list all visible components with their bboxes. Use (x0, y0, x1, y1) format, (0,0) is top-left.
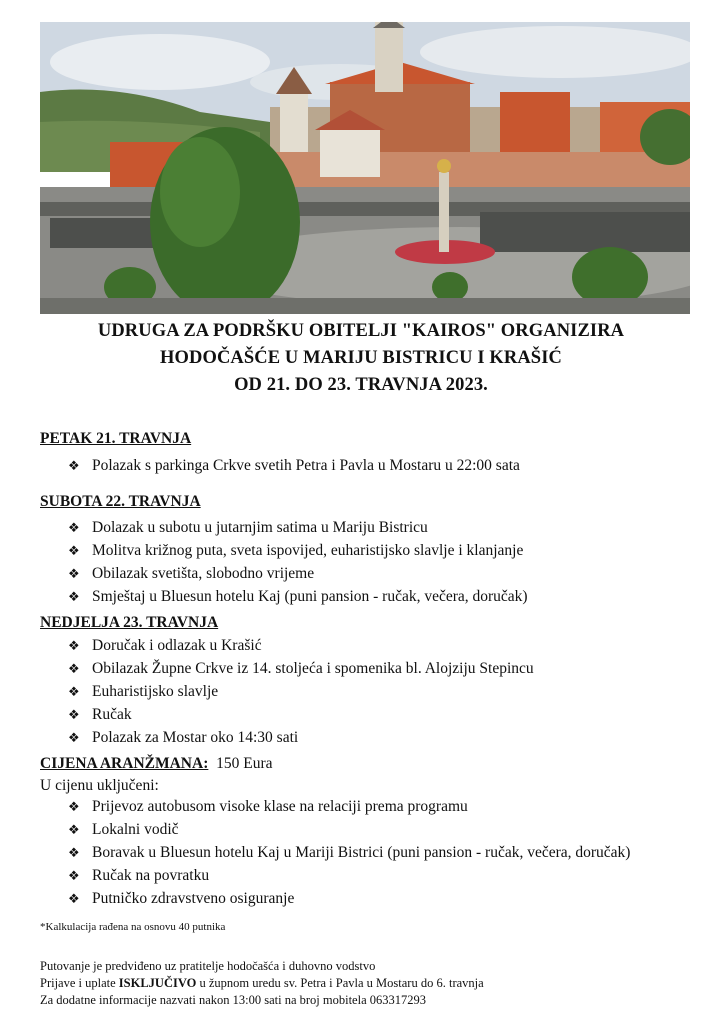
sanctuary-photo-illustration (40, 22, 690, 314)
diamond-bullet-icon: ❖ (68, 638, 80, 653)
diamond-bullet-icon: ❖ (68, 520, 80, 535)
list-item (68, 539, 528, 562)
price-label: CIJENA ARANŽMANA: (40, 755, 209, 772)
list-item (68, 562, 528, 585)
list-item-text: Doručak i odlazak u Krašić (92, 637, 262, 654)
list-item (68, 818, 630, 841)
list-item-text: Boravak u Bluesun hotelu Kaj u Mariji Bistrici (puni pansion - ručak, večera, doručak) (92, 844, 631, 861)
diamond-bullet-icon: ❖ (68, 566, 80, 581)
diamond-bullet-icon: ❖ (68, 891, 80, 906)
footer-line-2 (40, 975, 484, 992)
day-heading-nedjelja: NEDJELJA 23. TRAVNJA (40, 614, 219, 631)
list-item (68, 795, 630, 818)
list-item-text: Molitva križnog puta, sveta ispovijed, euharistijsko slavlje i klanjanje (92, 542, 524, 559)
list-item (68, 585, 528, 608)
day-heading-petak: PETAK 21. TRAVNJA (40, 430, 192, 447)
title-line-3: OD 21. DO 23. TRAVNJA 2023. (234, 375, 488, 395)
day-list-nedjelja (68, 634, 534, 749)
list-item (68, 726, 534, 749)
price-value: 150 Eura (216, 755, 273, 772)
day-list-petak (68, 454, 520, 477)
footer-line-2-bold: ISKLJUČIVO (118, 976, 197, 990)
footnote: *Kalkulacija rađena na osnovu 40 putnika (40, 921, 226, 933)
diamond-bullet-icon: ❖ (68, 799, 80, 814)
day-heading-subota: SUBOTA 22. TRAVNJA (40, 493, 201, 510)
included-list (68, 795, 630, 910)
diamond-bullet-icon: ❖ (68, 543, 80, 558)
title-line-1: UDRUGA ZA PODRŠKU OBITELJI "KAIROS" ORGANIZIRA (97, 321, 625, 341)
list-item-text: Lokalni vodič (92, 821, 179, 838)
page-title (0, 318, 722, 399)
diamond-bullet-icon: ❖ (68, 730, 80, 745)
list-item-text: Polazak s parkinga Crkve svetih Petra i Pavla u Mostaru u 22:00 sata (92, 457, 520, 474)
list-item (68, 634, 534, 657)
list-item (68, 703, 534, 726)
footer-line-1: Putovanje je predviđeno uz pratitelje hodočašća i duhovno vodstvo (40, 959, 376, 973)
footer-line-2-pre: Prijave i uplate (40, 976, 119, 990)
list-item-text: Ručak (92, 706, 132, 723)
list-item (68, 516, 528, 539)
diamond-bullet-icon: ❖ (68, 661, 80, 676)
list-item (68, 841, 630, 864)
list-item-text: Putničko zdravstveno osiguranje (92, 890, 295, 907)
list-item-text: Obilazak Župne Crkve iz 14. stoljeća i spomenika bl. Alojziju Stepincu (92, 660, 534, 677)
sanctuary-photo (40, 22, 690, 314)
footer-line-3: Za dodatne informacije nazvati nakon 13:00 sati na broj mobitela 063317293 (40, 993, 427, 1007)
diamond-bullet-icon: ❖ (68, 822, 80, 837)
list-item (68, 864, 630, 887)
list-item-text: Euharistijsko slavlje (92, 683, 219, 700)
included-label: U cijenu uključeni: (40, 777, 159, 794)
list-item (68, 454, 520, 477)
diamond-bullet-icon: ❖ (68, 589, 80, 604)
diamond-bullet-icon: ❖ (68, 458, 80, 473)
diamond-bullet-icon: ❖ (68, 845, 80, 860)
title-line-2: HODOČAŠĆE U MARIJU BISTRICU I KRAŠIĆ (160, 348, 562, 368)
price-row (40, 755, 273, 773)
list-item-text: Dolazak u subotu u jutarnjim satima u Mariju Bistricu (92, 519, 428, 536)
list-item-text: Ručak na povratku (92, 867, 210, 884)
list-item-text: Prijevoz autobusom visoke klase na relaciji prema programu (92, 798, 468, 815)
list-item (68, 680, 534, 703)
footer-info (40, 958, 484, 1009)
diamond-bullet-icon: ❖ (68, 684, 80, 699)
list-item-text: Obilazak svetišta, slobodno vrijeme (92, 565, 315, 582)
list-item (68, 657, 534, 680)
diamond-bullet-icon: ❖ (68, 707, 80, 722)
list-item-text: Polazak za Mostar oko 14:30 sati (92, 729, 299, 746)
footer-line-2-post: u župnom uredu sv. Petra i Pavla u Mostaru do 6. travnja (196, 976, 484, 990)
list-item (68, 887, 630, 910)
diamond-bullet-icon: ❖ (68, 868, 80, 883)
day-list-subota (68, 516, 528, 608)
list-item-text: Smještaj u Bluesun hotelu Kaj (puni pansion - ručak, večera, doručak) (92, 588, 528, 605)
